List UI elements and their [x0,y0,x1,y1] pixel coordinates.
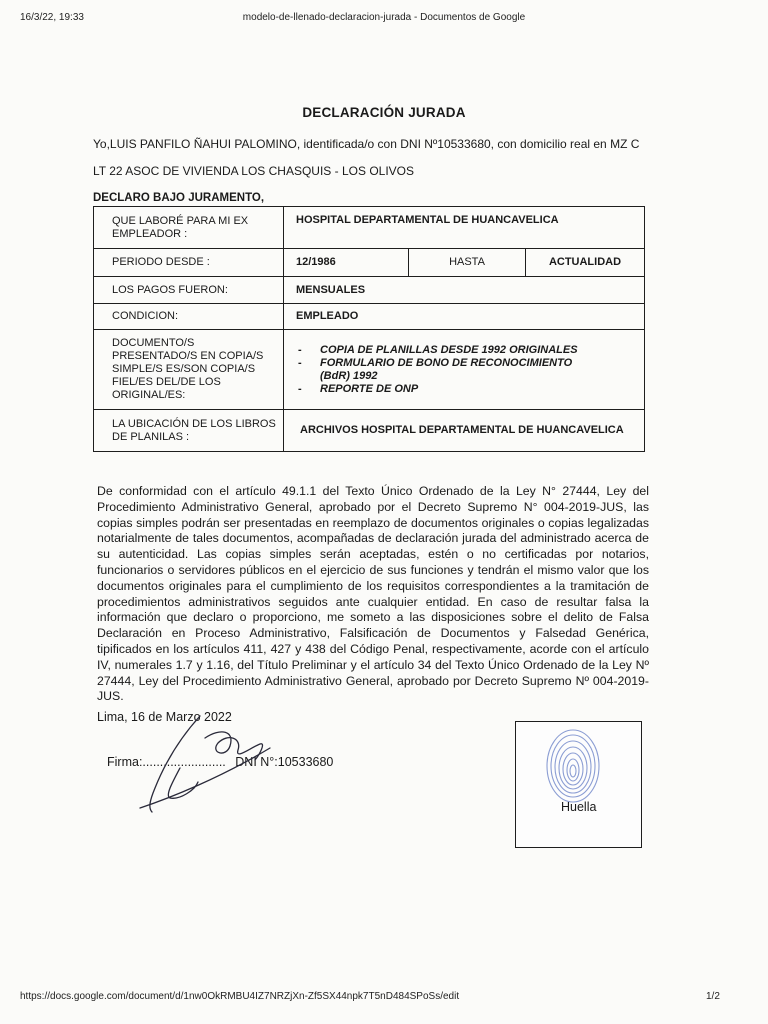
payments-label: LOS PAGOS FUERON: [94,277,284,304]
documents-list [296,344,638,396]
print-header-title: modelo-de-llenado-declaracion-jurada - Documentos de Google [242,12,526,23]
employer-value: HOSPITAL DEPARTAMENTAL DE HUANCAVELICA [284,207,645,249]
declaration-heading: DECLARO BAJO JURAMENTO, [93,192,265,204]
intro-line-2: LT 22 ASOC DE VIVIENDA LOS CHASQUIS - LOS OLIVOS [93,164,414,178]
employer-label: QUE LABORÉ PARA MI EX EMPLEADOR : [94,207,284,249]
list-item: - COPIA DE PLANILLAS DESDE 1992 ORIGINALES [296,344,638,357]
period-label: PERIODO DESDE : [94,249,284,277]
table-row [94,249,645,277]
intro-line-1: Yo,LUIS PANFILO ÑAHUI PALOMINO, identificada/o con DNI Nº10533680, con domicilio real en MZ C [93,137,640,151]
print-footer-url: https://docs.google.com/document/d/1nw0OkRMBU4IZ7NRZjXn-Zf5SX44npk7T5nD484SPoSs/edit [20,991,460,1002]
fingerprint-icon [544,726,602,806]
documents-label: DOCUMENTO/S PRESENTADO/S EN COPIA/S SIMPLE/S ES/SON COPIA/S FIEL/ES DEL/DE LOS ORIGINAL/ES: [94,330,284,410]
table-row [94,410,645,452]
handwritten-signature [110,708,280,828]
period-hasta: HASTA [409,249,526,277]
table-row [94,330,645,410]
condition-label: CONDICION: [94,304,284,330]
print-footer-page: 1/2 [706,991,720,1002]
table-row [94,277,645,304]
legal-paragraph: De conformidad con el artículo 49.1.1 del Texto Único Ordenado de la Ley N° 27444, Ley del Procedimiento Administrativo General, aprobado por el Decreto Supremo N° 004-2019-JUS, las copias simples podrán ser presentadas en reemplazo de documentos originales o copias legalizadas notarialmente de tales documentos, acompañadas de declaración jurada del administrado acerca de su autenticidad. Las copias simples serán aceptadas, estén o no certificadas por notarios, funcionarios o servidores públicos en el ejercicio de sus funciones y tendrán el mismo valor que los documentos originales para el cumplimiento de los requisitos correspondientes a la tramitación de procedimientos administrativos seguidos ante cualquier entidad. En caso de resultar falsa la información que declaro o proporciono, me someto a las disposiciones sobre el delito de Falsa Declaración en Proceso Administrativo, Falsificación de Documentos y Falsedad Genérica, tipificados en los artículos 411, 427 y 438 del Código Penal, respectivamente, acorde con el artículo IV, numerales 1.7 y 1.16, del Título Preliminar y el artículo 34 del Texto Único Ordenado de la Ley Nº 27444, Ley del Procedimiento Administrativo General, aprobado por Decreto Supremo Nº 004-2019-JUS. [97,484,649,704]
period-from: 12/1986 [284,249,409,277]
print-header-datetime: 16/3/22, 19:33 [20,12,84,23]
documents-cell [284,330,645,410]
dni-number: DNI N°:10533680 [235,755,334,769]
list-item: - FORMULARIO DE BONO DE RECONOCIMIENTO (BdR) 1992 [296,357,638,383]
table-row [94,304,645,330]
fingerprint-label: Huella [561,800,597,814]
fingerprint-box [515,721,642,848]
condition-value: EMPLEADO [284,304,645,330]
location-value: ARCHIVOS HOSPITAL DEPARTAMENTAL DE HUANCAVELICA [284,410,645,452]
declaration-table [93,206,645,452]
place-date: Lima, 16 de Marzo 2022 [97,710,232,724]
period-to: ACTUALIDAD [526,249,645,277]
signature-label: Firma: [107,755,143,769]
list-item: - REPORTE DE ONP [296,383,638,396]
table-row [94,207,645,249]
location-label: LA UBICACIÓN DE LOS LIBROS DE PLANILAS : [94,410,284,452]
signature-dots: ........................ [142,755,226,769]
document-title: DECLARACIÓN JURADA [302,105,466,120]
payments-value: MENSUALES [284,277,645,304]
